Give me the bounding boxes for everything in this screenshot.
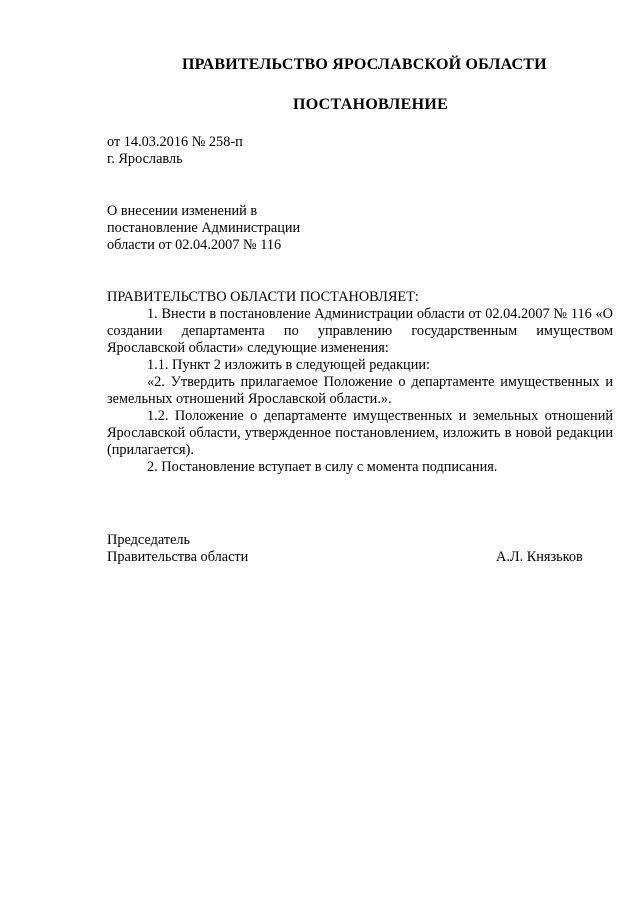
paragraph-1-1-quote: «2. Утвердить прилагаемое Положение о департаменте имущественных и земельных отношений Ярославской области.». [107, 374, 613, 407]
subject-line-1: О внесении изменений в [107, 203, 258, 219]
paragraph-1-2: 1.2. Положение о департаменте имущественных и земельных отношений Ярославской области, утвержденное постановлением, изложить в новой редакции (прилагается). [107, 408, 613, 458]
document-body [107, 289, 613, 476]
signature-title-line-2: Правительства области [107, 549, 249, 565]
signatory-name: А.Л. Князьков [496, 549, 583, 565]
city: г. Ярославль [107, 151, 183, 167]
preamble: ПРАВИТЕЛЬСТВО ОБЛАСТИ ПОСТАНОВЛЯЕТ: [107, 289, 419, 305]
paragraph-2: 2. Постановление вступает в силу с момента подписания. [147, 459, 498, 475]
subject-line-3: области от 02.04.2007 № 116 [107, 237, 282, 253]
date-number: от 14.03.2016 № 258-п [107, 134, 243, 150]
signature-title-line-1: Председатель [107, 532, 191, 548]
paragraph-1-1: 1.1. Пункт 2 изложить в следующей редакции: [147, 357, 430, 373]
paragraph-1: 1. Внести в постановление Администрации области от 02.04.2007 № 116 «О создании департамента по управлению государственным имуществом Ярославской области» следующие изменения: [107, 306, 613, 356]
subject-line-2: постановление Администрации [107, 220, 301, 236]
document-type-title: ПОСТАНОВЛЕНИЕ [293, 96, 449, 113]
government-title: ПРАВИТЕЛЬСТВО ЯРОСЛАВСКОЙ ОБЛАСТИ [182, 56, 547, 73]
